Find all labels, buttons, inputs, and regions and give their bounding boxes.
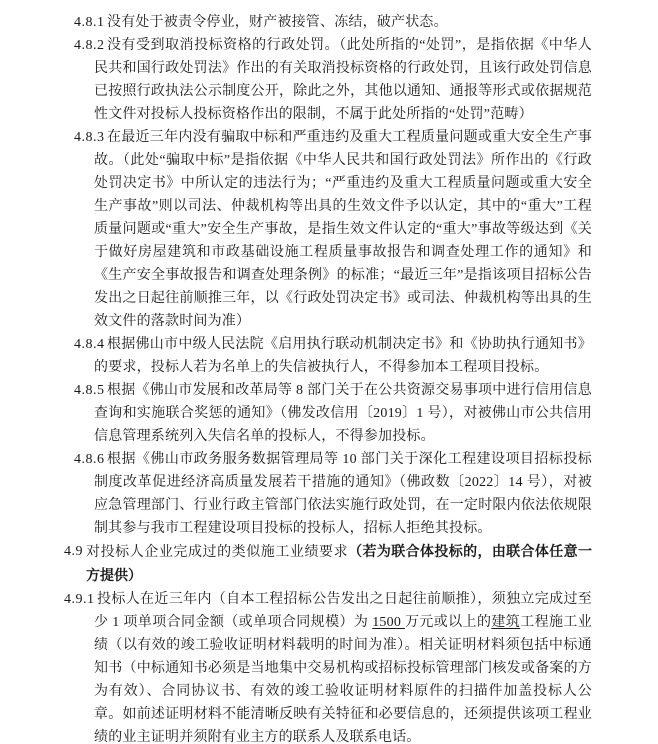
clause-number: 4.9 xyxy=(64,544,83,559)
clause-text-segment: 万元或以上的 xyxy=(404,615,492,630)
clause-text-segment: 投标人在近三年内（自本工程招标公告发出之日起往前顺推），须独立完成过至少 1 项单项合同金额（或单项合同规模）为 xyxy=(94,592,592,630)
clause-number: 4.8.4 xyxy=(74,337,105,352)
clause-number: 4.8.3 xyxy=(74,130,105,145)
clause-text xyxy=(107,15,448,30)
clause-text-segment: 根据佛山市中级人民法院《启用执行联动机制决定书》和《协助执行通知书》的要求，投标人若为名单上的失信被执行人，不得参加本工程项目投标。 xyxy=(94,337,592,375)
clause-number: 4.8.5 xyxy=(74,383,105,398)
clause-4.8.1 xyxy=(0,11,658,34)
clause-text-segment: 工程施工业绩（以有效的竣工验收证明材料载明的时间为准）。相关证明材料须包括中标通知书（中标通知书必须是当地集中交易机构或招标投标管理部门核发或备案的方为有效）、合同协议书、有效的竣工验收证明材料原件的扫描件加盖投标人公章。如前述证明材料不能清晰反映有关特征和必要信息的，还须提供该项工程业绩的业主证明并须附有业主方的联系人及联系电话。 xyxy=(94,615,593,744)
clause-number: 4.8.2 xyxy=(74,38,105,53)
clause-number: 4.9.1 xyxy=(64,592,95,607)
clause-text-segment: 对投标人企业完成过的类似施工业绩要求 xyxy=(86,545,349,560)
clause-text xyxy=(94,130,592,329)
clause-text-segment: 没有受到取消投标资格的行政处罚。（此处所指的“处罚”，是指依据《中华人民共和国行政处罚法》作出的有关取消投标资格的行政处罚，且该行政处罚信息已按照行政执法公示制度公开，除此之外，其他以通知、通报等形式或依据规范性文件对投标人投标资格作出的限制，不属于此处所指的“处罚”范畴） xyxy=(94,38,592,122)
clause-4.9 xyxy=(0,540,658,588)
clause-4.8.2 xyxy=(0,34,658,126)
clause-text xyxy=(94,337,592,375)
clause-text xyxy=(94,383,592,444)
clause-text-segment: 根据《佛山市发展和改革局等 8 部门关于在公共资源交易事项中进行信用信息查询和实施联合奖惩的通知》（佛发改信用〔2019〕1 号），对被佛山市公共信用信息管理系统列入失信名单的投标人，不得参加投标。 xyxy=(94,383,592,444)
clause-4.8.6 xyxy=(0,448,658,540)
clause-4.8.3 xyxy=(0,126,658,333)
clause-text-segment: 在最近三年内没有骗取中标和严重违约及重大工程质量问题或重大安全生产事故。（此处“骗取中标”是指依据《中华人民共和国行政处罚法》所作出的《行政处罚决定书》中所认定的违法行为；“严重违约及重大工程质量问题或重大安全生产事故”则以司法、仲裁机构等出具的生效文件予以认定，其中的“重大”工程质量问题或“重大”安全生产事故，是指生效文件认定的“重大”事故等级达到《关于做好房屋建筑和市政基础设施工程质量事故报告和调查处理工作的通知》和《生产安全事故报告和调查处理条例》的标准；“最近三年”是指该项目招标公告发出之日起往前顺推三年，以《行政处罚决定书》或司法、仲裁机构等出具的生效文件的落款时间为准） xyxy=(94,130,592,329)
clause-text xyxy=(86,545,592,584)
clause-text-underlined: 建筑 xyxy=(491,615,521,630)
clause-4.8.4 xyxy=(0,333,658,379)
clause-number: 4.8.1 xyxy=(74,15,105,30)
clause-text xyxy=(94,452,592,536)
clause-list xyxy=(0,11,658,744)
clause-4.9.1 xyxy=(0,588,658,744)
clause-text xyxy=(94,592,592,744)
clause-text-bold: （若为联合体投标的，由联合体任意一方提供） xyxy=(86,543,593,583)
clause-text-underlined: 1500 xyxy=(372,615,405,630)
clause-text-segment: 没有处于被责令停业，财产被接管、冻结，破产状态。 xyxy=(107,15,448,30)
clause-number: 4.8.6 xyxy=(74,452,105,467)
clause-text xyxy=(94,38,592,122)
clause-4.8.5 xyxy=(0,379,658,448)
clause-text-segment: 根据《佛山市政务服务数据管理局等 10 部门关于深化工程建设项目招标投标制度改革促进经济高质量发展若干措施的通知》（佛政数〔2022〕14 号），对被应急管理部门、行业行政主管部门依法实施行政处罚，在一定时限内依法依规限制其参与我市工程建设项目投标的投标人，招标人拒绝其投标。 xyxy=(94,452,592,536)
